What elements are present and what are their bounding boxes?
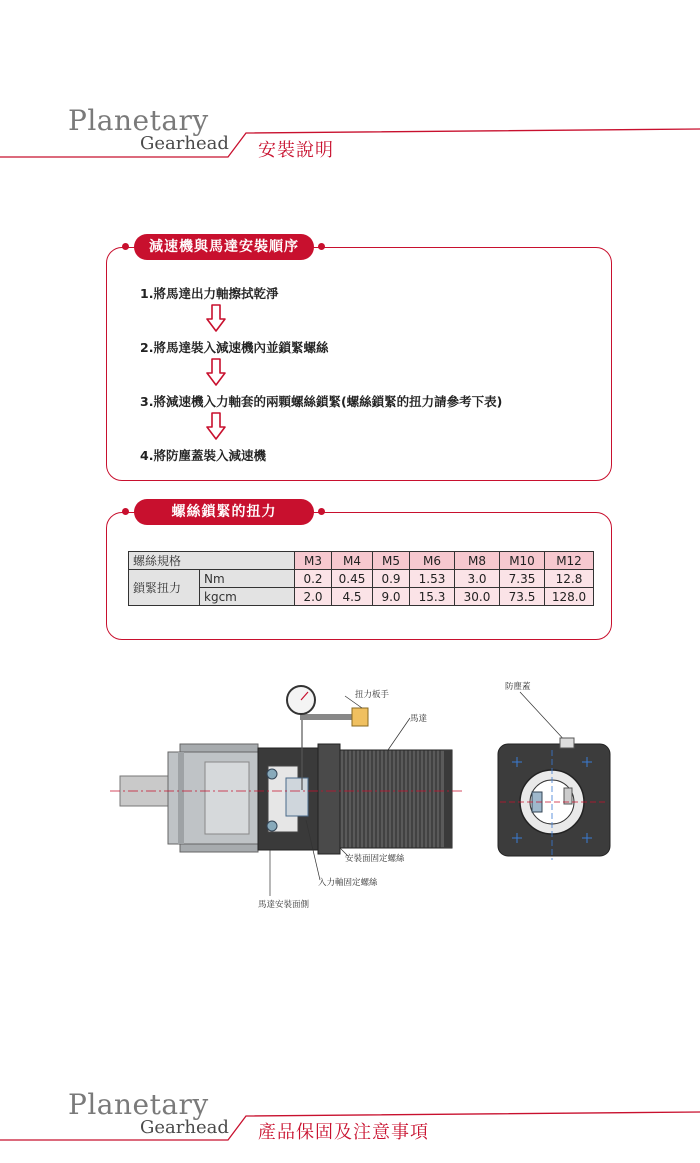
size-cell: M10: [500, 552, 545, 570]
brand-sub: Gearhead: [140, 133, 229, 154]
header-rule: [0, 125, 700, 165]
kgcm-cell: 73.5: [500, 588, 545, 606]
down-arrow-icon: [206, 358, 226, 386]
kgcm-label: kgcm: [200, 588, 295, 606]
kgcm-cell: 128.0: [545, 588, 594, 606]
torque-table: [128, 551, 594, 606]
nm-cell: 0.9: [373, 570, 410, 588]
torque-heading: 螺絲鎖緊的扭力: [134, 499, 314, 525]
size-cell: M5: [373, 552, 410, 570]
wrench-caption: 扭力板手: [355, 690, 390, 700]
nm-cell: 0.45: [332, 570, 373, 588]
install-heading: 減速機與馬達安裝順序: [134, 234, 314, 260]
kgcm-cell: 15.3: [410, 588, 455, 606]
kgcm-cell: 9.0: [373, 588, 410, 606]
nm-label: Nm: [200, 570, 295, 588]
install-step-4: 4.將防塵蓋裝入減速機: [140, 448, 266, 463]
pill-dot-left: [122, 508, 129, 515]
size-cell: M8: [455, 552, 500, 570]
size-cell: M12: [545, 552, 594, 570]
pill-dot-right: [318, 508, 325, 515]
flange-end-view-illustration: [490, 680, 620, 870]
kgcm-cell: 2.0: [295, 588, 332, 606]
down-arrow-icon: [206, 304, 226, 332]
dust-cover-caption: 防塵蓋: [505, 682, 531, 692]
gearhead-assembly-illustration: [110, 670, 470, 910]
install-step-3: 3.將減速機入力軸套的兩顆螺絲鎖緊(螺絲鎖緊的扭力請參考下表): [140, 394, 503, 409]
down-arrow-icon: [206, 412, 226, 440]
torque-label: 鎖緊扭力: [129, 570, 200, 606]
kgcm-cell: 30.0: [455, 588, 500, 606]
pill-dot-left: [122, 243, 129, 250]
table-row: [129, 570, 594, 588]
motor-caption: 馬達: [410, 714, 428, 724]
mount-screw-caption: 安裝面固定螺絲: [345, 854, 405, 864]
nm-cell: 12.8: [545, 570, 594, 588]
size-cell: M3: [295, 552, 332, 570]
footer-brand-sub: Gearhead: [140, 1117, 229, 1138]
spec-label: 螺絲規格: [129, 552, 295, 570]
nm-cell: 0.2: [295, 570, 332, 588]
nm-cell: 1.53: [410, 570, 455, 588]
footer-title: 產品保固及注意事項: [258, 1122, 429, 1143]
nm-cell: 3.0: [455, 570, 500, 588]
pill-dot-right: [318, 243, 325, 250]
brand-main: Planetary: [68, 104, 209, 137]
motor-face-caption: 馬達安裝面側: [258, 900, 310, 910]
page-title: 安裝說明: [258, 140, 334, 161]
kgcm-cell: 4.5: [332, 588, 373, 606]
footer-brand-main: Planetary: [68, 1088, 209, 1121]
input-screw-caption: 入力軸固定螺絲: [318, 878, 378, 888]
size-cell: M6: [410, 552, 455, 570]
table-row: [129, 552, 594, 570]
size-cell: M4: [332, 552, 373, 570]
install-step-1: 1.將馬達出力軸擦拭乾淨: [140, 286, 279, 301]
install-step-2: 2.將馬達裝入減速機內並鎖緊螺絲: [140, 340, 329, 355]
nm-cell: 7.35: [500, 570, 545, 588]
